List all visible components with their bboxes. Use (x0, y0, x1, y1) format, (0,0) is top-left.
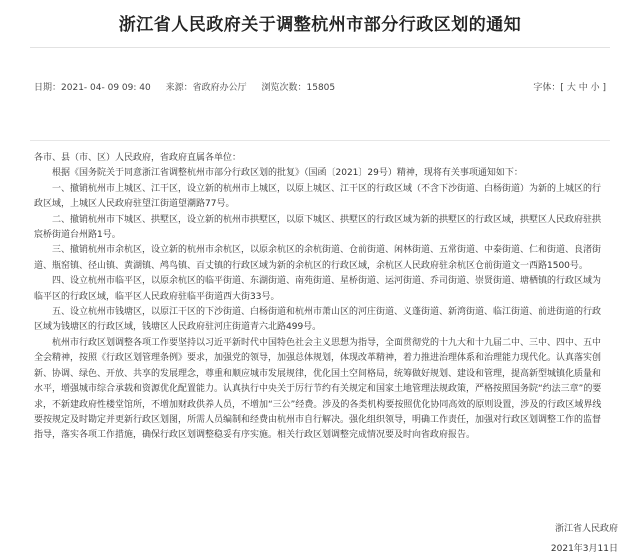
body-paragraph: 五、设立杭州市钱塘区，以原江干区的下沙街道、白杨街道和杭州市萧山区的河庄街道、义蓬街道、新湾街道、临江街道、前进街道的行政区域为钱塘区的行政区域，钱塘区人民政府驻河庄街道青六北路499号。 (34, 307, 602, 333)
font-size-bracket-close: ] (602, 83, 606, 93)
body-paragraph: 杭州市行政区划调整各项工作要坚持以习近平新时代中国特色社会主义思想为指导，全面贯彻党的十九大和十九届二中、三中、四中、五中全会精神，按照《行政区划管理条例》要求，加强党的领导，加强总体规划，体现改革精神，着力推进治理体系和治理能力现代化。认真落实创新、协调、绿色、开放、共享的发展理念，尊重和顺应城市发展规律，优化国土空间格局，统筹做好规划、建设和管理，提高新型城镇化质量和水平，增强城市综合承载和资源优化配置能力。认真执行中央关于厉行节约有关规定和国家土地管理法规政策，严格按照国务院“约法三章”的要求，不新建政府性楼堂馆所，不增加财政供养人员，不增加“三公”经费。涉及的各类机构要按照优化协同高效的原则设置，涉及的行政区域界线要按规定及时勘定并更新行政区划图，所需人员编制和经费由杭州市自行解决。强化组织领导，明确工作责任，加强对行政区划调整工作的监督指导，落实各项工作措施，确保行政区划调整稳妥有序实施。相关行政区划调整完成情况要及时向省政府报告。 (34, 337, 602, 441)
font-size-label: 字体： (533, 83, 561, 93)
signature-block (551, 519, 618, 559)
title-divider (30, 47, 610, 48)
publish-date (34, 83, 154, 93)
signature-date: 2021年3月11日 (550, 544, 618, 554)
signature-org: 浙江省人民政府 (554, 524, 618, 534)
font-size-bracket-open: [ (560, 83, 564, 93)
source (166, 83, 250, 93)
meta-divider (30, 140, 610, 141)
body-paragraph: 一、撤销杭州市上城区、江干区，设立新的杭州市上城区，以原上城区、江干区的行政区域（不含下沙街道、白杨街道）为新的上城区的行政区域，上城区人民政府驻望江街道望潮路77号。 (34, 183, 602, 210)
body-paragraph: 三、撤销杭州市余杭区，设立新的杭州市余杭区，以原余杭区的余杭街道、仓前街道、闲林街道、五常街道、中泰街道、仁和街道、良渚街道、瓶窑镇、径山镇、黄湖镇、鸬鸟镇、百丈镇的行政区域为新的余杭区的行政区域，余杭区人民政府驻余杭区仓前街道文一西路1500号。 (34, 245, 602, 271)
view-count (261, 83, 335, 93)
meta-bar (34, 80, 610, 93)
body-paragraph: 根据《国务院关于同意浙江省调整杭州市部分行政区划的批复》（国函〔2021〕29号）精神，现将有关事项通知如下： (52, 168, 523, 179)
views-value: 15805 (306, 83, 336, 93)
document-body (34, 151, 606, 444)
body-paragraph: 二、撤销杭州市下城区、拱墅区，设立新的杭州市拱墅区，以原下城区、拱墅区的行政区域为新的拱墅区的行政区域，拱墅区人民政府驻拱宸桥街道台州路1号。 (34, 214, 602, 241)
date-value: 2021- 04- 09 09: 40 (61, 83, 151, 93)
views-label: 浏览次数： (261, 83, 307, 93)
document-title: 浙江省人民政府关于调整杭州市部分行政区划的通知 (118, 15, 522, 35)
salutation: 各市、县（市、区）人民政府，省政府直属各单位： (34, 153, 242, 163)
font-size-medium-link[interactable]: 中 (578, 83, 588, 93)
body-paragraph: 四、设立杭州市临平区，以原余杭区的临平街道、东湖街道、南苑街道、星桥街道、运河街道、乔司街道、崇贤街道、塘栖镇的行政区域为临平区的行政区域，临平区人民政府驻临平街道西大街33号。 (34, 276, 602, 302)
font-size-large-link[interactable]: 大 (566, 83, 576, 93)
source-label: 来源： (165, 83, 193, 93)
font-size-small-link[interactable]: 小 (590, 83, 600, 93)
source-value: 省政府办公厅 (192, 83, 247, 93)
font-size-control (533, 80, 606, 93)
date-label: 日期： (34, 83, 62, 93)
